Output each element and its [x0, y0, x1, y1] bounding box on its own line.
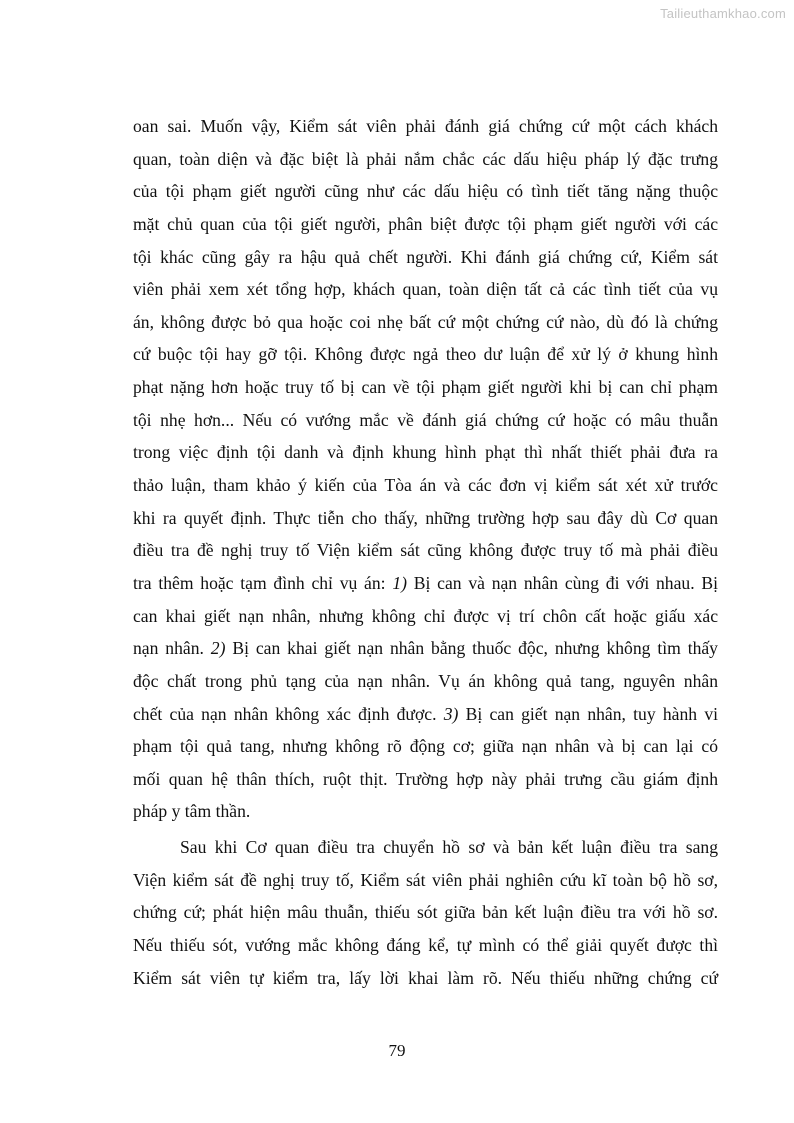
- text-line: Sau khi Cơ quan điều tra chuyển hồ sơ và bản kết luận điều tra sang: [180, 837, 718, 858]
- text-segment: Bị can khai giết nạn nhân bằng thuốc độc, nhưng không tìm thấy: [225, 638, 718, 659]
- paragraph-2: [133, 831, 718, 994]
- text-line: phạm tội quả tang, nhưng không rõ động cơ; giữa nạn nhân và bị can lại có: [133, 736, 718, 757]
- list-marker: 2): [210, 638, 226, 659]
- watermark: Tailieuthamkhao.com: [660, 6, 786, 21]
- text-segment: Bị can và nạn nhân cùng đi với nhau. Bị: [406, 572, 718, 593]
- text-line: can khai giết nạn nhân, nhưng không chỉ được vị trí chôn cất hoặc giấu xác: [133, 605, 718, 626]
- text-line: quan, toàn diện và đặc biệt là phải nắm chắc các dấu hiệu pháp lý đặc trưng: [133, 148, 718, 169]
- text-line: Viện kiểm sát đề nghị truy tố, Kiểm sát viên phải nghiên cứu kĩ toàn bộ hồ sơ,: [133, 869, 718, 890]
- paragraph-1: [133, 110, 718, 828]
- text-line: pháp y tâm thần.: [133, 801, 251, 822]
- text-segment: nạn nhân.: [133, 638, 211, 659]
- list-marker: 1): [392, 572, 407, 593]
- text-line: trong việc định tội danh và định khung hình phạt thì nhất thiết phải đưa ra: [133, 442, 718, 463]
- text-line: [133, 698, 718, 731]
- text-line: mặt chủ quan của tội giết người, phân biệt được tội phạm giết người với các: [133, 213, 718, 234]
- text-segment: Bị can giết nạn nhân, tuy hành vi: [458, 703, 718, 724]
- text-line: khi ra quyết định. Thực tiễn cho thấy, những trường hợp sau đây dù Cơ quan: [133, 507, 718, 528]
- text-line: [133, 632, 718, 665]
- document-body: [133, 110, 718, 994]
- text-line: [133, 567, 718, 600]
- text-line: Kiểm sát viên tự kiểm tra, lấy lời khai làm rõ. Nếu thiếu những chứng cứ: [133, 967, 718, 988]
- page-number: 79: [388, 1041, 406, 1060]
- text-line: điều tra đề nghị truy tố Viện kiểm sát cũng không được truy tố mà phải điều: [133, 540, 718, 561]
- list-marker: 3): [443, 703, 459, 724]
- text-line: mối quan hệ thân thích, ruột thịt. Trường hợp này phải trưng cầu giám định: [133, 768, 718, 789]
- text-line: tội khác cũng gây ra hậu quả chết người. Khi đánh giá chứng cứ, Kiểm sát: [133, 246, 718, 267]
- text-segment: chết của nạn nhân không xác định được.: [133, 703, 444, 724]
- text-line: độc chất trong phủ tạng của nạn nhân. Vụ án không quả tang, nguyên nhân: [133, 670, 718, 691]
- text-line: Nếu thiếu sót, vướng mắc không đáng kể, tự mình có thể giải quyết được thì: [133, 935, 718, 956]
- text-line: của tội phạm giết người cũng như các dấu hiệu có tình tiết tăng nặng thuộc: [133, 181, 718, 202]
- text-line: án, không được bỏ qua hoặc coi nhẹ bất cứ một chứng cứ nào, dù đó là chứng: [133, 311, 718, 332]
- text-line: chứng cứ; phát hiện mâu thuẫn, thiếu sót giữa bản kết luận điều tra với hồ sơ.: [133, 902, 718, 923]
- text-line: viên phải xem xét tổng hợp, khách quan, toàn diện tất cả các tình tiết của vụ: [133, 279, 718, 300]
- text-segment: tra thêm hoặc tạm đình chỉ vụ án:: [133, 572, 393, 593]
- text-line: tội nhẹ hơn... Nếu có vướng mắc về đánh giá chứng cứ hoặc có mâu thuẫn: [133, 409, 718, 430]
- text-line: oan sai. Muốn vậy, Kiểm sát viên phải đánh giá chứng cứ một cách khách: [133, 116, 718, 136]
- text-line: thảo luận, tham khảo ý kiến của Tòa án và các đơn vị kiểm sát xét xử trước: [133, 475, 718, 496]
- text-line: cứ buộc tội hay gỡ tội. Không được ngả theo dư luận để xử lý ở khung hình: [133, 344, 718, 365]
- text-line: phạt nặng hơn hoặc truy tố bị can về tội phạm giết người khi bị can chỉ phạm: [133, 377, 718, 398]
